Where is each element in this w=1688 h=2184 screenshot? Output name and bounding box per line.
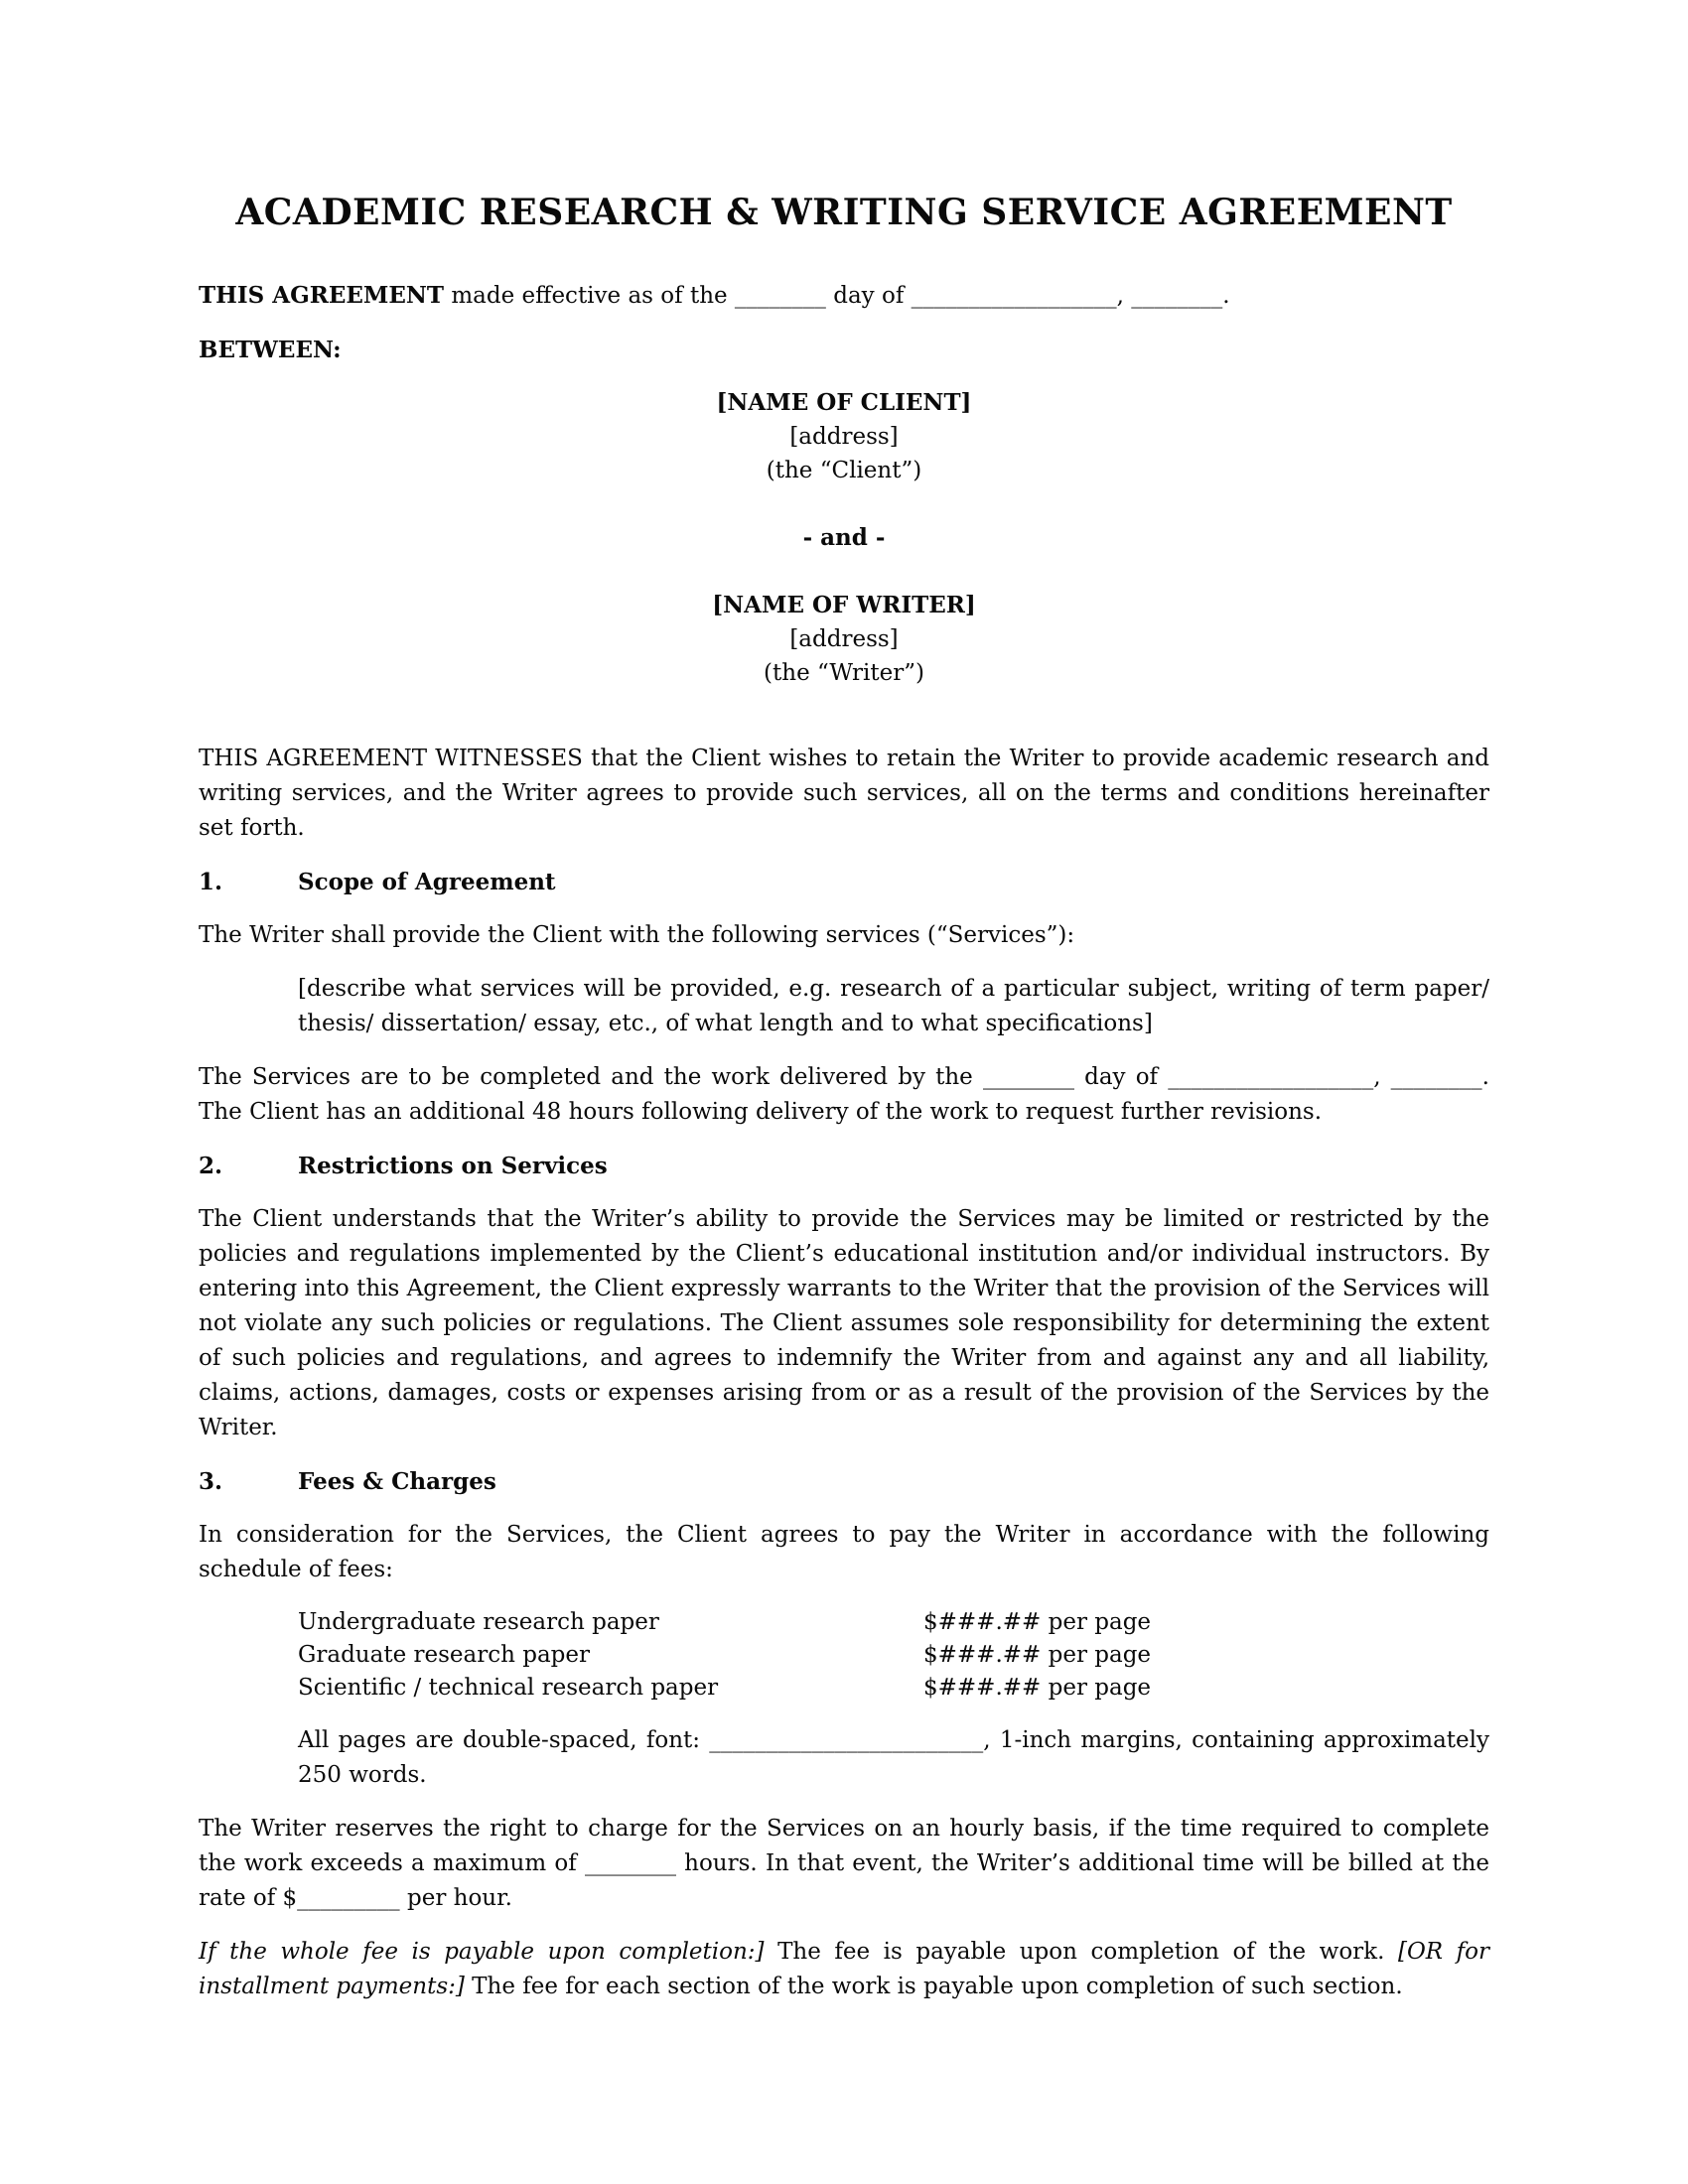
writer-name: [NAME OF WRITER] [712,592,976,618]
writer-alias: (the “Writer”) [764,660,924,686]
intro-clause-lead: THIS AGREEMENT [199,282,445,309]
section-1-heading [199,865,1489,899]
section-3-title: Fees & Charges [298,1468,496,1495]
fee-row [298,1672,1489,1705]
intro-clause [199,278,1489,314]
parties-block [199,386,1489,690]
services-description-placeholder: [describe what services will be provided, e.g. research of a particular subject, writing of term paper/ thesis/ dissertation/ essay, etc., of what length and to what specifications] [298,976,1489,1036]
fee-schedule [298,1606,1489,1705]
page-format-clause: All pages are double-spaced, font: ________________________, 1-inch margins, containing approximately 250 words. [298,1727,1489,1788]
witnesses-clause: THIS AGREEMENT WITNESSES that the Client wishes to retain the Writer to provide academic research and writing services, and the Writer agrees to provide such services, all on the terms and conditions hereinafter set forth. [199,746,1489,841]
fee-item-rate: $###.## per page [923,1609,1152,1635]
payment-whole-fee-text: The fee is payable upon completion of the work. [764,1939,1398,1965]
payment-option-whole-fee: If the whole fee is payable upon completion:] [199,1939,765,1965]
client-address: [address] [789,424,899,450]
between-label: BETWEEN: [199,337,342,363]
section-2-heading [199,1149,1489,1183]
fee-item-label: Undergraduate research paper [298,1609,659,1635]
document-title: ACADEMIC RESEARCH & WRITING SERVICE AGREEMENT [235,192,1453,233]
payment-option-installment: [OR for installment payments:] [199,1939,1490,1999]
hourly-rate-clause: The Writer reserves the right to charge for the Services on an hourly basis, if the time required to complete the work exceeds a maximum of ________ hours. In that event, the Writer’s additional time will be billed at the rate of $_________ per hour. [199,1816,1489,1911]
client-name: [NAME OF CLIENT] [716,389,972,416]
fee-row [298,1639,1489,1672]
restrictions-clause: The Client understands that the Writer’s ability to provide the Services may be limited or restricted by the policies and regulations implemented by the Client’s educational institution and/or individual instructors. By entering into this Agreement, the Client expressly warrants to the Writer that the provision of the Services will not violate any such policies or regulations. The Client assumes sole responsibility for determining the extent of such policies and regulations, and agrees to indemnify the Writer from and against any and all liability, claims, actions, damages, costs or expenses arising from or as a result of the provision of the Services by the Writer. [199,1206,1489,1440]
parties-spacer [199,487,1489,521]
and-separator: - and - [802,524,886,551]
delivery-clause: The Services are to be completed and the work delivered by the ________ day of __________________, ________. The Client has an additional 48 hours following delivery of the work to request further revisions. [199,1064,1489,1125]
section-2-number: 2. [199,1153,223,1179]
client-alias: (the “Client”) [766,458,922,483]
intro-clause-text: made effective as of the ________ day of __________________, ________. [444,283,1230,309]
section-2-title: Restrictions on Services [298,1153,608,1179]
section-3-heading [199,1464,1489,1499]
payment-installment-text: The fee for each section of the work is payable upon completion of such section. [464,1974,1403,1999]
fee-item-rate: $###.## per page [923,1675,1152,1701]
fee-item-label: Graduate research paper [298,1642,590,1668]
services-intro-clause: The Writer shall provide the Client with the following services (“Services”): [199,922,1075,948]
section-1-title: Scope of Agreement [298,869,556,895]
fee-item-rate: $###.## per page [923,1642,1152,1668]
payment-terms-clause [199,1935,1489,2004]
fee-row [298,1606,1489,1639]
writer-address: [address] [789,626,899,652]
fees-intro-clause: In consideration for the Services, the Client agrees to pay the Writer in accordance with the following schedule of fees: [199,1522,1489,1582]
section-3-number: 3. [199,1468,223,1495]
section-1-number: 1. [199,869,223,895]
parties-spacer [199,555,1489,589]
fee-item-label: Scientific / technical research paper [298,1675,719,1701]
